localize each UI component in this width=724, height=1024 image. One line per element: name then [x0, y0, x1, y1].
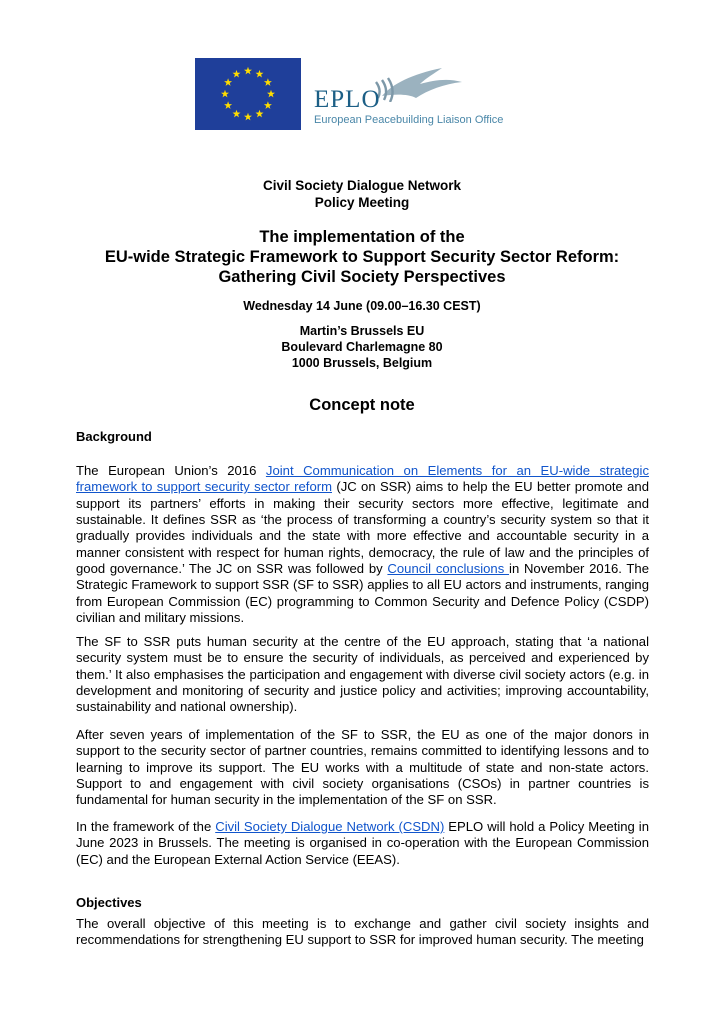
page-title	[0, 227, 724, 287]
venue-line-3: 1000 Brussels, Belgium	[291, 356, 433, 370]
objectives-heading: Objectives	[76, 895, 142, 910]
meeting-venue	[0, 323, 724, 371]
eplo-name: EPLO	[314, 86, 381, 113]
eu-star-icon	[256, 110, 264, 118]
eplo-logo	[312, 62, 527, 132]
p1-text-a: The European Union’s 2016	[76, 463, 266, 478]
background-paragraph-2: The SF to SSR puts human security at the centre of the EU approach, stating that ‘a national security system must be to ensure the security of individuals, as perceived and experienced by them.’ It also emphasises the participation and engagement with diverse civil society actors (e.g. in development and monitoring of security and justice policy and activities; improving accountability, sustainability and national ownership).	[76, 634, 649, 715]
eu-star-icon	[244, 113, 252, 121]
eu-star-icon	[264, 101, 272, 109]
eu-star-icon	[244, 67, 252, 75]
objectives-paragraph-1: The overall objective of this meeting is to exchange and gather civil society insights and recommendations for strengthening EU support to SSR for improved human security. The meeting	[76, 916, 649, 948]
p4-text-b: EPLO will hold a Policy Meeting in June 2023 in Brussels. The meeting is organised in co-operation with the European Commission (EC) and the European External Action Service (EEAS).	[76, 819, 649, 867]
eu-star-icon	[233, 70, 241, 78]
eu-star-icon	[267, 90, 275, 98]
eu-star-icon	[221, 90, 229, 98]
eu-star-icon	[264, 78, 272, 86]
eu-star-icon	[256, 70, 264, 78]
p1-text-b: (JC on SSR) aims to help the EU better promote and support its partners’ efforts in making their security sectors more effective, legitimate and sustainable. It defines SSR as ‘the process of transforming a country’s security system so that it gradually provides individuals and the state with more effective and accountable security in a manner consistent with respect for human rights, democracy, the rule of law and the principles of good governance.’ The JC on SSR was followed by	[76, 479, 649, 577]
eu-stars-icon	[195, 58, 301, 130]
title-line-3: Gathering Civil Society Perspectives	[218, 268, 506, 286]
venue-line-2: Boulevard Charlemagne 80	[281, 340, 443, 354]
background-heading: Background	[76, 429, 152, 444]
title-line-1: The implementation of the	[259, 228, 465, 246]
title-line-2: EU-wide Strategic Framework to Support Security Sector Reform:	[104, 248, 620, 266]
council-conclusions-link[interactable]: Council conclusions	[387, 561, 510, 577]
eu-flag-logo	[195, 58, 301, 130]
eplo-subtitle: European Peacebuilding Liaison Office	[314, 114, 504, 126]
eu-star-icon	[224, 78, 232, 86]
network-name: Civil Society Dialogue Network	[262, 178, 462, 193]
meeting-date: Wednesday 14 June (09.00–16.30 CEST)	[243, 299, 481, 313]
p4-text-a: In the framework of the	[76, 819, 216, 834]
csdn-link[interactable]: Civil Society Dialogue Network (CSDN)	[215, 819, 445, 834]
p1-text-c: in November 2016. The Strategic Framework to support SSR (SF to SSR) applies to all EU actors and instruments, ranging from European Commission (EC) programming to Common Security and Defence Policy (CSDP) civilian and military missions.	[76, 561, 649, 626]
network-header	[0, 177, 724, 211]
concept-note-title: Concept note	[309, 396, 415, 414]
background-paragraph-1	[76, 463, 649, 626]
background-paragraph-4	[76, 819, 649, 868]
meeting-type: Policy Meeting	[314, 195, 410, 210]
background-paragraph-3: After seven years of implementation of the SF to SSR, the EU as one of the major donors in support to the security sector of partner countries, remains committed to identifying lessons and to learning to improve its support. The EU works with a multitude of state and non-state actors. Support to and engagement with civil society organisations (CSOs) in partner countries is fundamental for human security in the implementation of the SF on SSR.	[76, 727, 649, 808]
joint-communication-link[interactable]: Joint Communication on Elements for an EU-wide strategic framework to support security sector reform	[76, 463, 649, 495]
eu-star-icon	[224, 101, 232, 109]
venue-line-1: Martin’s Brussels EU	[299, 324, 425, 338]
eu-star-icon	[233, 110, 241, 118]
